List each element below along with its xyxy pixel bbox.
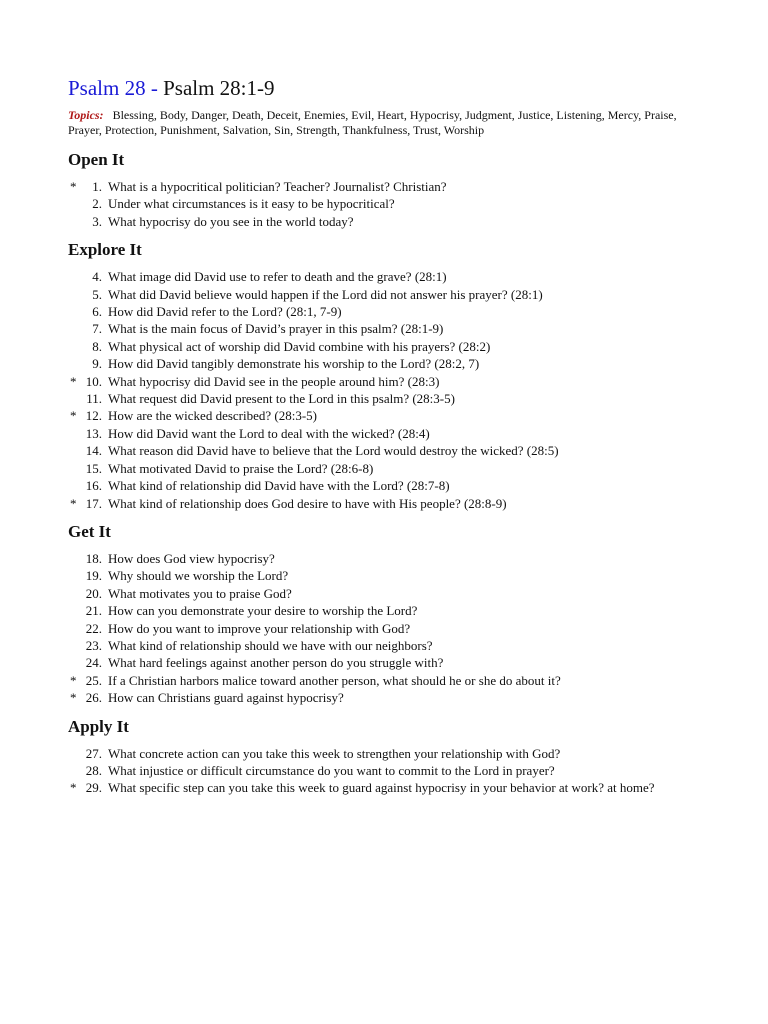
question-text: What motivated David to praise the Lord? (28:6-8) <box>108 460 374 476</box>
question-marker <box>68 585 102 602</box>
question-text: What hypocrisy did David see in the people around him? (28:3) <box>108 373 440 389</box>
question-item <box>68 195 708 212</box>
question-number: 28. <box>85 762 102 778</box>
question-marker <box>68 303 102 320</box>
priority-star <box>70 654 80 671</box>
question-marker <box>68 373 102 390</box>
passage-reference: Psalm 28:1-9 <box>163 76 275 100</box>
priority-star <box>70 602 80 619</box>
priority-star: * <box>70 373 77 389</box>
question-number: 7. <box>92 321 102 337</box>
question-number: 9. <box>92 356 102 372</box>
question-marker <box>68 425 102 442</box>
question-marker <box>68 442 102 459</box>
question-text: How do you want to improve your relationship with God? <box>108 620 411 636</box>
question-item <box>68 654 708 671</box>
question-item <box>68 602 708 619</box>
question-item <box>68 762 708 779</box>
question-number: 14. <box>85 443 102 459</box>
priority-star <box>70 550 80 567</box>
question-list <box>68 745 708 797</box>
question-marker <box>68 637 102 654</box>
question-number: 19. <box>85 568 102 584</box>
question-text: What injustice or difficult circumstance do you want to commit to the Lord in prayer? <box>108 762 555 778</box>
question-marker <box>68 567 102 584</box>
question-marker <box>68 213 102 230</box>
question-item <box>68 320 708 337</box>
question-item <box>68 268 708 285</box>
section-heading: Apply It <box>68 716 129 736</box>
question-marker <box>68 477 102 494</box>
question-list <box>68 550 708 707</box>
question-marker <box>68 495 102 512</box>
question-number: 17. <box>85 495 102 511</box>
question-number: 20. <box>85 585 102 601</box>
question-item <box>68 477 708 494</box>
question-number: 23. <box>85 637 102 653</box>
question-text: What kind of relationship does God desire to have with His people? (28:8-9) <box>108 495 507 511</box>
question-number: 25. <box>85 672 102 688</box>
question-item <box>68 286 708 303</box>
question-text: What hard feelings against another person do you struggle with? <box>108 655 444 671</box>
priority-star <box>70 286 80 303</box>
question-number: 29. <box>85 780 102 796</box>
question-number: 22. <box>85 620 102 636</box>
question-marker <box>68 355 102 372</box>
question-text: What kind of relationship should we have with our neighbors? <box>108 637 433 653</box>
question-number: 24. <box>85 655 102 671</box>
question-number: 12. <box>85 408 102 424</box>
question-text: What is a hypocritical politician? Teacher? Journalist? Christian? <box>108 179 447 194</box>
question-marker <box>68 268 102 285</box>
priority-star <box>70 320 80 337</box>
question-marker <box>68 338 102 355</box>
question-marker <box>68 745 102 762</box>
question-number: 13. <box>85 425 102 441</box>
topics-label: Topics: <box>68 108 104 122</box>
question-item <box>68 620 708 637</box>
question-text: If a Christian harbors malice toward another person, what should he or she do about it? <box>108 672 561 688</box>
question-text: How can Christians guard against hypocrisy? <box>108 690 344 706</box>
question-item <box>68 178 708 195</box>
question-marker <box>68 320 102 337</box>
question-item <box>68 567 708 584</box>
question-number: 1. <box>92 179 102 194</box>
question-item <box>68 689 708 706</box>
question-text: What image did David use to refer to death and the grave? (28:1) <box>108 269 447 285</box>
topics-text: Blessing, Body, Danger, Death, Deceit, Enemies, Evil, Heart, Hypocrisy, Judgment, Justice, Listening, Mercy, Praise, Prayer, Protection, Punishment, Salvation, Sin, Strength, Thankfulness, Trust, Worship <box>68 108 677 137</box>
section-heading: Open It <box>68 150 125 169</box>
question-text: What physical act of worship did David combine with his prayers? (28:2) <box>108 338 491 354</box>
priority-star <box>70 745 80 762</box>
question-text: How can you demonstrate your desire to worship the Lord? <box>108 603 418 619</box>
question-item <box>68 442 708 459</box>
priority-star: * <box>70 495 77 511</box>
question-number: 8. <box>92 338 102 354</box>
question-marker <box>68 178 102 195</box>
question-text: What kind of relationship did David have with the Lord? (28:7-8) <box>108 478 450 494</box>
question-number: 27. <box>85 745 102 761</box>
question-item <box>68 407 708 424</box>
question-marker <box>68 779 102 796</box>
question-number: 18. <box>85 550 102 566</box>
question-number: 11. <box>86 391 102 407</box>
question-item <box>68 672 708 689</box>
section-heading: Explore It <box>68 240 142 260</box>
priority-star <box>70 355 80 372</box>
question-text: What is the main focus of David’s prayer in this psalm? (28:1-9) <box>108 321 444 337</box>
question-number: 4. <box>92 269 102 285</box>
question-marker <box>68 286 102 303</box>
priority-star <box>70 762 80 779</box>
question-list <box>68 268 708 512</box>
question-item <box>68 585 708 602</box>
question-text: How did David want the Lord to deal with the wicked? (28:4) <box>108 425 430 441</box>
question-item <box>68 745 708 762</box>
priority-star <box>70 637 80 654</box>
question-number: 3. <box>92 213 102 229</box>
question-marker <box>68 762 102 779</box>
question-item <box>68 779 708 796</box>
priority-star: * <box>70 179 77 194</box>
question-item <box>68 550 708 567</box>
question-number: 10. <box>85 373 102 389</box>
question-item <box>68 637 708 654</box>
question-marker <box>68 550 102 567</box>
question-marker <box>68 602 102 619</box>
priority-star <box>70 338 80 355</box>
priority-star <box>70 477 80 494</box>
question-text: What motivates you to praise God? <box>108 585 292 601</box>
priority-star <box>70 268 80 285</box>
question-text: How did David refer to the Lord? (28:1, 7-9) <box>108 304 342 320</box>
question-marker <box>68 620 102 637</box>
question-item <box>68 303 708 320</box>
priority-star <box>70 390 80 407</box>
question-marker <box>68 654 102 671</box>
question-text: What did David believe would happen if the Lord did not answer his prayer? (28:1) <box>108 286 543 302</box>
question-item <box>68 355 708 372</box>
question-number: 6. <box>92 304 102 320</box>
priority-star <box>70 195 80 212</box>
priority-star: * <box>70 672 77 688</box>
title-separator: - <box>150 76 158 100</box>
priority-star: * <box>70 408 77 424</box>
question-item <box>68 495 708 512</box>
topics-line <box>68 108 708 138</box>
question-item <box>68 390 708 407</box>
question-text: What specific step can you take this week to guard against hypocrisy in your behavior at work? at home? <box>108 780 655 796</box>
question-marker <box>68 407 102 424</box>
page-title <box>68 76 708 100</box>
priority-star <box>70 567 80 584</box>
section-heading: Get It <box>68 521 111 541</box>
question-number: 5. <box>92 286 102 302</box>
priority-star: * <box>70 780 77 796</box>
question-marker <box>68 689 102 706</box>
question-text: How does God view hypocrisy? <box>108 550 275 566</box>
question-text: Why should we worship the Lord? <box>108 568 289 584</box>
question-text: How are the wicked described? (28:3-5) <box>108 408 317 424</box>
question-text: What reason did David have to believe that the Lord would destroy the wicked? (28:5) <box>108 443 559 459</box>
question-number: 26. <box>85 690 102 706</box>
question-number: 15. <box>85 460 102 476</box>
psalm-link[interactable]: Psalm 28 <box>68 76 146 100</box>
priority-star <box>70 442 80 459</box>
question-number: 21. <box>85 603 102 619</box>
priority-star <box>70 585 80 602</box>
question-marker <box>68 672 102 689</box>
priority-star <box>70 213 80 230</box>
priority-star <box>70 303 80 320</box>
question-text: How did David tangibly demonstrate his worship to the Lord? (28:2, 7) <box>108 356 480 372</box>
question-marker <box>68 195 102 212</box>
question-item <box>68 338 708 355</box>
question-item <box>68 425 708 442</box>
question-marker <box>68 390 102 407</box>
question-list <box>68 178 708 230</box>
priority-star <box>70 425 80 442</box>
question-text: What request did David present to the Lord in this psalm? (28:3-5) <box>108 391 455 407</box>
question-marker <box>68 460 102 477</box>
question-text: What hypocrisy do you see in the world today? <box>108 213 354 229</box>
question-number: 2. <box>92 196 102 212</box>
question-number: 16. <box>85 478 102 494</box>
question-item <box>68 460 708 477</box>
question-text: Under what circumstances is it easy to be hypocritical? <box>108 196 395 212</box>
question-item <box>68 213 708 230</box>
priority-star <box>70 620 80 637</box>
priority-star <box>70 460 80 477</box>
question-sections <box>68 150 708 797</box>
question-item <box>68 373 708 390</box>
question-text: What concrete action can you take this week to strengthen your relationship with God? <box>108 745 561 761</box>
priority-star: * <box>70 690 77 706</box>
